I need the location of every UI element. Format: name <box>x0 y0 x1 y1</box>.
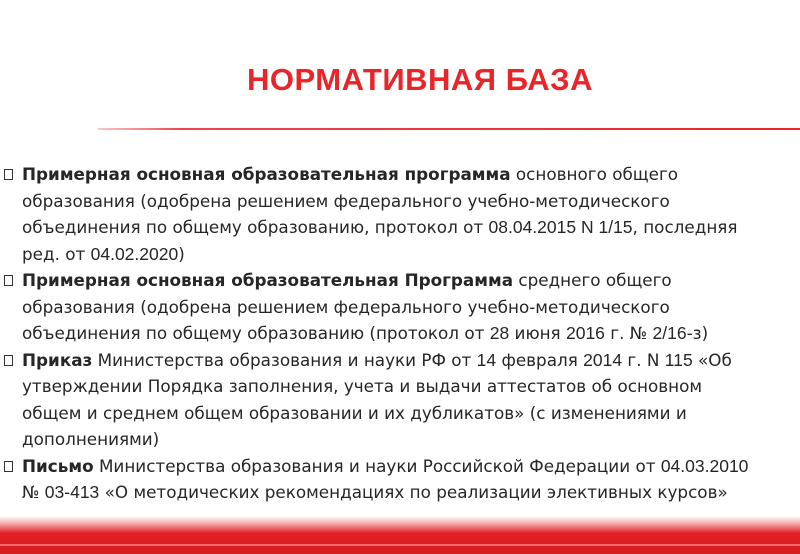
square-bullet-icon <box>4 169 13 180</box>
item-text: г. № <box>604 323 653 343</box>
item-text: г. N <box>622 349 665 370</box>
item-text: «О методических рекомендациях по реализации элективных курсов» <box>99 482 728 502</box>
list-item <box>4 347 754 453</box>
footer-highlight <box>0 544 800 546</box>
item-number: 2/16 <box>652 323 687 343</box>
square-bullet-icon <box>4 461 13 472</box>
item-text: среднего общего образования (одобрена решением федерального учебно-методического объединения по общему образованию (протокол от <box>22 270 672 343</box>
item-number: 2016 <box>565 323 605 343</box>
list-item <box>4 161 754 267</box>
item-text: Министерства образования и науки РФ от <box>92 349 477 370</box>
item-text: основного общего образования (одобрена решением федерального учебно-методического объединения по общему образованию, протокол от <box>22 164 679 237</box>
footer-bar <box>0 516 800 554</box>
item-lead: Письмо <box>22 455 94 476</box>
item-text: , последняя ред. от <box>22 217 738 264</box>
item-text: ) <box>178 243 185 264</box>
item-lead: Примерная основная образовательная Программа <box>22 270 514 290</box>
item-text: Министерства образования и науки Российской Федерации от <box>93 455 661 476</box>
item-number: 28 <box>489 323 510 343</box>
item-date: 08.04.2015 N 1/15 <box>488 217 633 237</box>
item-text: февраля <box>496 349 584 370</box>
list-item <box>4 267 754 347</box>
item-text: -з) <box>686 323 709 343</box>
square-bullet-icon <box>4 275 13 286</box>
regulatory-list <box>4 161 754 506</box>
item-lead: Примерная основная образовательная программа <box>22 164 511 184</box>
item-number: 2014 <box>583 349 623 370</box>
title-divider <box>98 128 800 130</box>
item-text: июня <box>509 323 566 343</box>
slide-title: НОРМАТИВНАЯ БАЗА <box>246 62 593 97</box>
item-number: 115 <box>664 349 693 370</box>
item-text: № <box>22 482 45 502</box>
item-text: «Об утверждении Порядка заполнения, учета и выдачи аттестатов об основном общем и среднем общем образовании и их дубликатов» (с изменениями и дополнениями) <box>22 349 732 449</box>
item-date: 04.02.2020 <box>90 243 179 264</box>
item-number: 03-413 <box>44 482 100 502</box>
item-number: 04.03.2010 <box>660 455 749 476</box>
list-item <box>4 453 754 506</box>
item-number: 14 <box>476 349 497 370</box>
item-lead: Приказ <box>22 349 93 370</box>
square-bullet-icon <box>4 355 13 366</box>
